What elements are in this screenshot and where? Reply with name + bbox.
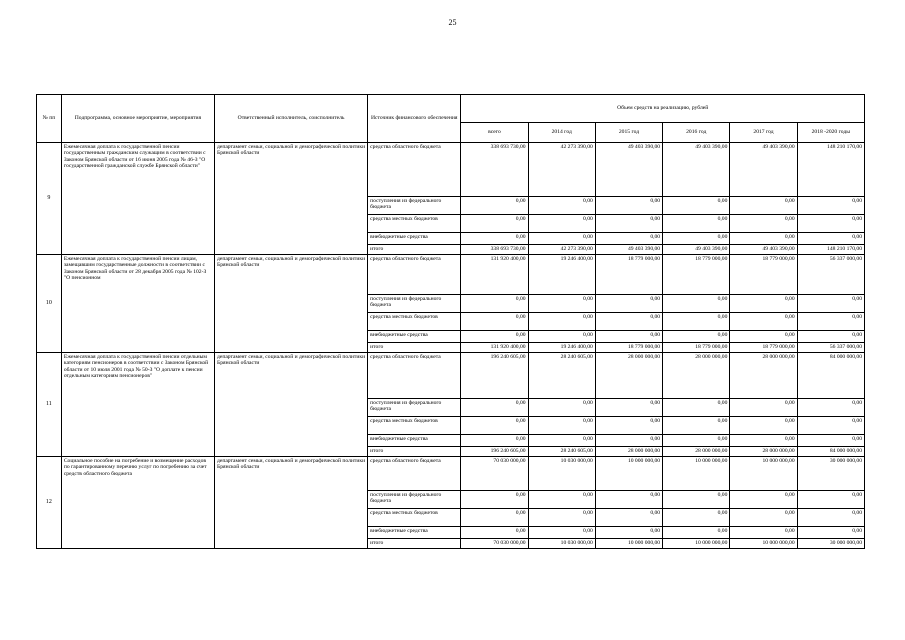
header-year: 2017 год	[730, 123, 797, 143]
amount-year-cell: 0,00	[797, 399, 864, 417]
amount-year-cell: 28 000 000,00	[663, 447, 730, 457]
amount-year-cell: 148 210 170,00	[797, 143, 864, 197]
amount-year-cell: 0,00	[797, 509, 864, 527]
amount-year-cell: 0,00	[663, 491, 730, 509]
amount-year-cell: 28 240 605,00	[528, 353, 595, 399]
amount-year-cell: 10 000 000,00	[730, 457, 797, 491]
amount-total-cell: 131 920 400,00	[461, 255, 528, 295]
amount-year-cell: 10 030 000,00	[528, 457, 595, 491]
source-cell: средства местных бюджетов	[368, 509, 461, 527]
amount-year-cell: 0,00	[663, 197, 730, 215]
amount-year-cell: 0,00	[595, 417, 662, 435]
amount-year-cell: 49 403 390,00	[595, 143, 662, 197]
header-total: всего	[461, 123, 528, 143]
amount-year-cell: 0,00	[528, 197, 595, 215]
amount-year-cell: 0,00	[595, 197, 662, 215]
amount-year-cell: 0,00	[528, 313, 595, 331]
amount-year-cell: 56 337 000,00	[797, 255, 864, 295]
budget-table	[36, 94, 865, 549]
source-cell: поступления из федерального бюджета	[368, 399, 461, 417]
source-cell: поступления из федерального бюджета	[368, 491, 461, 509]
row-number: 11	[37, 353, 62, 457]
amount-year-cell: 18 779 000,00	[663, 255, 730, 295]
amount-year-cell: 0,00	[663, 233, 730, 245]
amount-year-cell: 18 779 000,00	[663, 343, 730, 353]
row-number: 12	[37, 457, 62, 549]
amount-year-cell: 148 210 170,00	[797, 245, 864, 255]
amount-year-cell: 0,00	[595, 313, 662, 331]
amount-year-cell: 10 030 000,00	[528, 539, 595, 549]
amount-year-cell: 0,00	[730, 313, 797, 331]
amount-year-cell: 0,00	[730, 527, 797, 539]
amount-year-cell: 0,00	[797, 527, 864, 539]
source-cell: средства местных бюджетов	[368, 215, 461, 233]
amount-year-cell: 0,00	[595, 435, 662, 447]
amount-total-cell: 0,00	[461, 435, 528, 447]
amount-year-cell: 10 000 000,00	[595, 457, 662, 491]
header-year: 2015 год	[595, 123, 662, 143]
source-cell: итого	[368, 447, 461, 457]
amount-year-cell: 84 000 000,00	[797, 353, 864, 399]
header-year: 2018 -2020 годы	[797, 123, 864, 143]
amount-year-cell: 0,00	[730, 435, 797, 447]
program-cell: Ежемесячная доплата к государственной пенсии лицам, замещавшим государственные должности в соответствии с Законом Брянской области от 28 декабря 2005 года № 102-З "О пенсионном	[61, 255, 214, 353]
amount-year-cell: 0,00	[595, 399, 662, 417]
amount-year-cell: 18 779 000,00	[595, 343, 662, 353]
amount-year-cell: 49 403 390,00	[595, 245, 662, 255]
header-funding: Объем средств на реализацию, рублей	[461, 95, 865, 123]
program-cell: Ежемесячная доплата к государственной пенсии отдельным категориям пенсионеров в соответствии с Законом Брянской области от 10 июля 2001 года № 50-З "О доплате к пенсии отдельным категориям пенсионеров"	[61, 353, 214, 457]
amount-year-cell: 0,00	[730, 417, 797, 435]
source-cell: средства областного бюджета	[368, 457, 461, 491]
amount-total-cell: 0,00	[461, 215, 528, 233]
header-executor: Ответственный исполнитель, соисполнитель	[215, 95, 368, 143]
amount-year-cell: 28 000 000,00	[595, 447, 662, 457]
amount-year-cell: 10 000 000,00	[595, 539, 662, 549]
amount-year-cell: 28 240 605,00	[528, 447, 595, 457]
amount-total-cell: 131 920 400,00	[461, 343, 528, 353]
amount-year-cell: 0,00	[797, 313, 864, 331]
amount-year-cell: 0,00	[797, 215, 864, 233]
amount-year-cell: 0,00	[528, 215, 595, 233]
amount-year-cell: 0,00	[595, 295, 662, 313]
amount-year-cell: 0,00	[663, 331, 730, 343]
amount-year-cell: 19 246 400,00	[528, 255, 595, 295]
amount-year-cell: 0,00	[730, 197, 797, 215]
amount-total-cell: 70 030 000,00	[461, 539, 528, 549]
source-cell: внебюджетные средства	[368, 435, 461, 447]
amount-year-cell: 0,00	[663, 527, 730, 539]
amount-total-cell: 70 030 000,00	[461, 457, 528, 491]
amount-year-cell: 0,00	[663, 417, 730, 435]
amount-year-cell: 28 000 000,00	[663, 353, 730, 399]
amount-year-cell: 0,00	[528, 435, 595, 447]
amount-year-cell: 10 000 000,00	[663, 539, 730, 549]
amount-year-cell: 0,00	[730, 295, 797, 313]
amount-year-cell: 0,00	[663, 509, 730, 527]
amount-year-cell: 28 000 000,00	[730, 447, 797, 457]
amount-total-cell: 0,00	[461, 399, 528, 417]
amount-total-cell: 338 693 730,00	[461, 143, 528, 197]
table-row	[37, 143, 865, 197]
amount-total-cell: 0,00	[461, 295, 528, 313]
amount-total-cell: 0,00	[461, 509, 528, 527]
amount-year-cell: 28 000 000,00	[595, 353, 662, 399]
amount-year-cell: 0,00	[663, 313, 730, 331]
amount-total-cell: 0,00	[461, 313, 528, 331]
amount-year-cell: 28 000 000,00	[730, 353, 797, 399]
source-cell: средства местных бюджетов	[368, 417, 461, 435]
amount-year-cell: 0,00	[528, 527, 595, 539]
source-cell: поступления из федерального бюджета	[368, 295, 461, 313]
table-row	[37, 255, 865, 295]
amount-year-cell: 0,00	[528, 491, 595, 509]
amount-total-cell: 338 693 730,00	[461, 245, 528, 255]
amount-year-cell: 0,00	[528, 509, 595, 527]
program-cell: Ежемесячная доплата к государственной пенсии государственным гражданским служащим в соответствии с Законом Брянской области от 16 июня 2005 года № 46-З "О государственной гражданской службе Брянской области"	[61, 143, 214, 255]
amount-year-cell: 18 779 000,00	[730, 343, 797, 353]
amount-year-cell: 0,00	[797, 491, 864, 509]
amount-year-cell: 42 273 390,00	[528, 143, 595, 197]
row-number: 9	[37, 143, 62, 255]
header-number: № пп	[37, 95, 62, 143]
amount-year-cell: 49 403 390,00	[730, 245, 797, 255]
amount-year-cell: 19 246 400,00	[528, 343, 595, 353]
row-number: 10	[37, 255, 62, 353]
amount-year-cell: 0,00	[663, 215, 730, 233]
source-cell: итого	[368, 539, 461, 549]
header-source: Источник финансового обеспечения	[368, 95, 461, 143]
source-cell: средства областного бюджета	[368, 353, 461, 399]
program-cell: Социальное пособие на погребение и возмещение расходов по гарантированному перечню услуг по погребению за счет средств областного бюджета	[61, 457, 214, 549]
source-cell: внебюджетные средства	[368, 331, 461, 343]
amount-year-cell: 18 779 000,00	[730, 255, 797, 295]
amount-year-cell: 0,00	[528, 233, 595, 245]
amount-year-cell: 0,00	[797, 417, 864, 435]
amount-year-cell: 0,00	[797, 435, 864, 447]
amount-year-cell: 49 403 390,00	[730, 143, 797, 197]
amount-year-cell: 0,00	[663, 399, 730, 417]
amount-year-cell: 0,00	[595, 215, 662, 233]
amount-year-cell: 0,00	[730, 233, 797, 245]
amount-year-cell: 0,00	[730, 509, 797, 527]
executor-cell: департамент семьи, социальной и демографической политики Брянской области	[215, 457, 368, 549]
amount-total-cell: 0,00	[461, 233, 528, 245]
amount-year-cell: 0,00	[730, 491, 797, 509]
amount-year-cell: 49 403 390,00	[663, 245, 730, 255]
amount-year-cell: 0,00	[528, 417, 595, 435]
amount-year-cell: 0,00	[797, 295, 864, 313]
amount-total-cell: 0,00	[461, 417, 528, 435]
source-cell: итого	[368, 245, 461, 255]
amount-year-cell: 0,00	[595, 491, 662, 509]
amount-year-cell: 30 000 000,00	[797, 539, 864, 549]
amount-year-cell: 56 337 000,00	[797, 343, 864, 353]
amount-year-cell: 0,00	[595, 331, 662, 343]
header-year: 2016 год	[663, 123, 730, 143]
executor-cell: департамент семьи, социальной и демографической политики Брянской области	[215, 255, 368, 353]
amount-year-cell: 0,00	[528, 295, 595, 313]
page-number: 25	[448, 18, 457, 27]
table-row	[37, 457, 865, 491]
amount-year-cell: 0,00	[595, 509, 662, 527]
amount-total-cell: 0,00	[461, 331, 528, 343]
amount-total-cell: 196 240 605,00	[461, 447, 528, 457]
amount-year-cell: 18 779 000,00	[595, 255, 662, 295]
amount-year-cell: 0,00	[595, 233, 662, 245]
source-cell: итого	[368, 343, 461, 353]
amount-year-cell: 0,00	[595, 527, 662, 539]
amount-year-cell: 0,00	[730, 399, 797, 417]
amount-year-cell: 0,00	[663, 435, 730, 447]
source-cell: средства областного бюджета	[368, 255, 461, 295]
amount-year-cell: 10 000 000,00	[730, 539, 797, 549]
header-program: Подпрограмма, основное мероприятие, мероприятия	[61, 95, 214, 143]
amount-total-cell: 0,00	[461, 491, 528, 509]
table-row	[37, 353, 865, 399]
amount-year-cell: 0,00	[730, 215, 797, 233]
amount-year-cell: 30 000 000,00	[797, 457, 864, 491]
source-cell: внебюджетные средства	[368, 527, 461, 539]
amount-total-cell: 0,00	[461, 527, 528, 539]
amount-year-cell: 49 403 390,00	[663, 143, 730, 197]
executor-cell: департамент семьи, социальной и демографической политики Брянской области	[215, 143, 368, 255]
source-cell: средства областного бюджета	[368, 143, 461, 197]
amount-total-cell: 0,00	[461, 197, 528, 215]
header-year: 2014 год	[528, 123, 595, 143]
source-cell: поступления из федерального бюджета	[368, 197, 461, 215]
amount-year-cell: 0,00	[528, 399, 595, 417]
amount-year-cell: 0,00	[528, 331, 595, 343]
amount-year-cell: 0,00	[797, 331, 864, 343]
source-cell: средства местных бюджетов	[368, 313, 461, 331]
amount-year-cell: 42 273 390,00	[528, 245, 595, 255]
amount-total-cell: 196 240 605,00	[461, 353, 528, 399]
source-cell: внебюджетные средства	[368, 233, 461, 245]
executor-cell: департамент семьи, социальной и демографической политики Брянской области	[215, 353, 368, 457]
amount-year-cell: 10 000 000,00	[663, 457, 730, 491]
amount-year-cell: 0,00	[663, 295, 730, 313]
amount-year-cell: 0,00	[797, 197, 864, 215]
amount-year-cell: 0,00	[730, 331, 797, 343]
amount-year-cell: 0,00	[797, 233, 864, 245]
amount-year-cell: 84 000 000,00	[797, 447, 864, 457]
